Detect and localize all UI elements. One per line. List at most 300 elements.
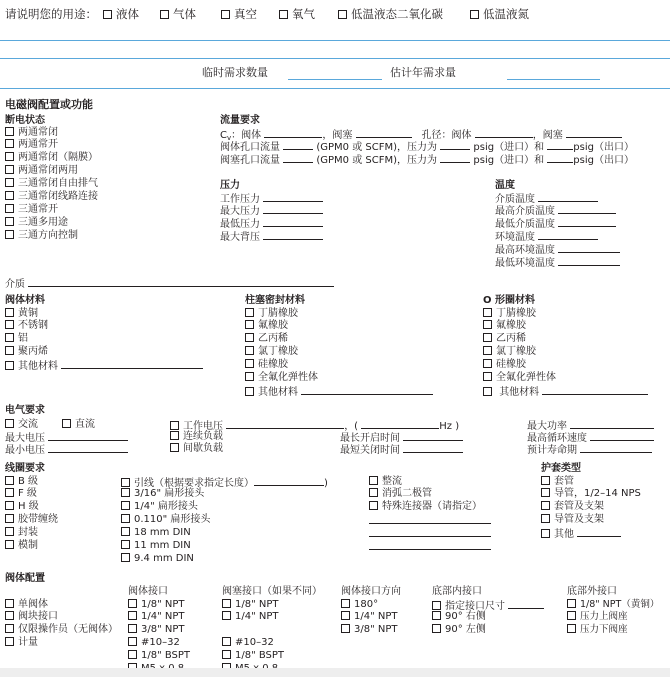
- min-media-temp-field[interactable]: [558, 217, 616, 227]
- checkbox[interactable]: [369, 488, 378, 497]
- checkbox[interactable]: [541, 514, 550, 523]
- checkbox[interactable]: [245, 320, 254, 329]
- ac-option[interactable]: [5, 419, 38, 432]
- working-voltage-option[interactable]: [170, 419, 459, 432]
- option-label: 三通常闭线路连接: [18, 190, 98, 202]
- valve-type-options: [5, 599, 118, 651]
- checkbox[interactable]: [170, 421, 179, 430]
- option-label: 1/4" NPT: [141, 611, 185, 623]
- coil-terminal-options: [121, 476, 328, 566]
- enclosure-other-field[interactable]: [577, 527, 621, 537]
- min-voltage-field[interactable]: [48, 443, 128, 453]
- checkbox[interactable]: [5, 191, 14, 200]
- checkbox[interactable]: [5, 514, 14, 523]
- option-label: 交流: [18, 418, 38, 430]
- max-pressure-field[interactable]: [263, 204, 323, 214]
- body-material-title: 阀体材料: [5, 295, 45, 306]
- option-label: 1/8" BSPT: [235, 650, 285, 662]
- enclosure-option[interactable]: [541, 488, 641, 501]
- checkbox[interactable]: [432, 611, 441, 620]
- coil-extra-option[interactable]: [369, 501, 491, 514]
- power-off-option[interactable]: [5, 152, 98, 165]
- flow-unit-label: (GPM0 或 SCFM)，压力为: [316, 142, 438, 154]
- max-power-row: [527, 419, 654, 432]
- option-label: H 级: [18, 501, 39, 513]
- option-label: 直流: [75, 418, 95, 430]
- body-material-option[interactable]: [5, 359, 203, 372]
- bottom-inner-options: [432, 599, 544, 638]
- checkbox[interactable]: [5, 165, 14, 174]
- checkbox[interactable]: [128, 637, 137, 646]
- pressure-label: 最大背压: [220, 232, 260, 244]
- option-label: 氯丁橡胶: [258, 346, 298, 358]
- temperature-item: [495, 192, 620, 205]
- coil-class-option[interactable]: [5, 476, 58, 489]
- body-material-option[interactable]: [5, 308, 203, 321]
- body-material-option[interactable]: [5, 320, 203, 333]
- checkbox[interactable]: [279, 10, 288, 19]
- coil-class-option[interactable]: [5, 514, 58, 527]
- o-ring-option[interactable]: [483, 333, 648, 346]
- enclosure-option[interactable]: [541, 514, 641, 527]
- temperature-label: 环境温度: [495, 232, 535, 244]
- checkbox[interactable]: [5, 139, 14, 148]
- checkbox[interactable]: [5, 611, 14, 620]
- option-label: 仅限操作员（无阀体）: [18, 624, 118, 636]
- checkbox[interactable]: [5, 361, 14, 370]
- power-off-option[interactable]: [5, 204, 98, 217]
- checkbox[interactable]: [5, 217, 14, 226]
- checkbox[interactable]: [483, 308, 492, 317]
- cv-symbol: [220, 130, 231, 141]
- option-label: 90° 右侧: [445, 611, 486, 623]
- inlet-label: psig（进口）和: [473, 142, 545, 154]
- power-off-option[interactable]: [5, 217, 98, 230]
- option-label: 90° 左侧: [445, 624, 486, 636]
- checkbox[interactable]: [5, 127, 14, 136]
- plug-port-options: [222, 599, 284, 676]
- checkbox[interactable]: [121, 478, 130, 487]
- valve-type-option[interactable]: [5, 599, 118, 612]
- power-off-title: 断电状态: [5, 115, 45, 126]
- checkbox[interactable]: [432, 624, 441, 633]
- pressure-fields: [220, 192, 323, 244]
- bottom-inner-option[interactable]: [432, 599, 544, 612]
- checkbox[interactable]: [541, 501, 550, 510]
- max-on-time-field[interactable]: [403, 431, 463, 441]
- max-cycle-field[interactable]: [590, 431, 654, 441]
- min-off-time-field[interactable]: [403, 443, 463, 453]
- checkbox[interactable]: [121, 501, 130, 510]
- checkbox[interactable]: [5, 178, 14, 187]
- checkbox[interactable]: [128, 599, 137, 608]
- orientation-option[interactable]: [341, 611, 398, 624]
- orifice-body-label: 孔径：阀体: [421, 129, 472, 141]
- lead-length-field[interactable]: [254, 476, 324, 486]
- checkbox[interactable]: [245, 308, 254, 317]
- min-pressure-field[interactable]: [263, 217, 323, 227]
- temperature-label: 最低介质温度: [495, 219, 555, 231]
- bottom-outer-header: 底部外接口: [567, 585, 617, 597]
- bottom-inner-option[interactable]: [432, 624, 544, 637]
- coil-terminal-option[interactable]: [121, 540, 328, 553]
- enclosure-option[interactable]: [541, 501, 641, 514]
- o-ring-option[interactable]: [483, 346, 648, 359]
- max-on-time-label: 最长开启时间: [340, 432, 400, 444]
- pressure-label: 最大压力: [220, 206, 260, 218]
- checkbox[interactable]: [5, 637, 14, 646]
- option-label: 氟橡胶: [258, 320, 288, 332]
- option-label: 其他: [554, 529, 574, 541]
- coil-terminal-option[interactable]: [121, 553, 328, 566]
- checkbox[interactable]: [170, 431, 179, 440]
- checkbox[interactable]: [5, 488, 14, 497]
- plunger-seal-option[interactable]: [245, 372, 433, 385]
- media-temp-field[interactable]: [538, 192, 598, 202]
- valve-type-option[interactable]: [5, 624, 118, 637]
- checkbox[interactable]: [483, 372, 492, 381]
- checkbox[interactable]: [121, 553, 130, 562]
- checkbox[interactable]: [369, 501, 378, 510]
- working-pressure-field[interactable]: [263, 192, 323, 202]
- checkbox[interactable]: [483, 387, 492, 396]
- bottom-outer-option[interactable]: [567, 624, 659, 637]
- checkbox[interactable]: [245, 333, 254, 342]
- checkbox[interactable]: [5, 624, 14, 633]
- option-label: 套管: [554, 475, 574, 487]
- option-label: 铝: [18, 333, 28, 345]
- checkbox[interactable]: [222, 599, 231, 608]
- valve-type-option[interactable]: [5, 611, 118, 624]
- usage-option-oxygen[interactable]: [279, 7, 315, 21]
- pressure-item: [220, 217, 323, 230]
- plug-port-option[interactable]: [222, 599, 284, 612]
- annual-quantity-field[interactable]: [507, 79, 600, 80]
- orientation-option[interactable]: [341, 624, 398, 637]
- intermittent-duty-option[interactable]: [170, 443, 223, 456]
- option-label: #10–32: [141, 637, 180, 649]
- cv-plug-label: ，阀塞: [322, 129, 353, 141]
- checkbox[interactable]: [338, 10, 347, 19]
- o-ring-option[interactable]: [483, 320, 648, 333]
- checkbox[interactable]: [5, 204, 14, 213]
- bottom-inner-option[interactable]: [432, 611, 544, 624]
- checkbox[interactable]: [245, 387, 254, 396]
- checkbox[interactable]: [121, 488, 130, 497]
- checkbox[interactable]: [483, 359, 492, 368]
- plug-port-option[interactable]: [222, 637, 284, 650]
- option-label: 乙丙稀: [496, 333, 526, 345]
- checkbox[interactable]: [5, 308, 14, 317]
- max-voltage-label: 最大电压: [5, 432, 45, 444]
- min-off-time-label: 最短关闭时间: [340, 444, 400, 456]
- checkbox[interactable]: [5, 230, 14, 239]
- option-label: 3/8" NPT: [141, 624, 185, 636]
- body-orifice-flow-field[interactable]: [283, 140, 313, 150]
- voltage-separator: ，(: [344, 420, 359, 432]
- usage-option-gas[interactable]: [160, 7, 196, 21]
- enclosure-option[interactable]: [541, 476, 641, 489]
- option-label: 硅橡胶: [496, 359, 526, 371]
- coil-class-option[interactable]: [5, 501, 58, 514]
- plunger-seal-other-field[interactable]: [301, 385, 433, 395]
- checkbox[interactable]: [5, 333, 14, 342]
- valve-config-title: 阀体配置: [5, 573, 45, 584]
- coil-class-option[interactable]: [5, 540, 58, 553]
- checkbox[interactable]: [567, 611, 576, 620]
- life-label: 预计寿命期: [527, 444, 577, 456]
- special-connector-line: [369, 540, 491, 553]
- body-port-option[interactable]: [128, 650, 190, 663]
- power-off-option[interactable]: [5, 230, 98, 243]
- max-voltage-field[interactable]: [48, 431, 128, 441]
- cv-body-field[interactable]: [264, 128, 322, 138]
- coil-title: 线圈要求: [5, 463, 45, 474]
- plunger-seal-option[interactable]: [245, 308, 433, 321]
- option-label: 乙丙稀: [258, 333, 288, 345]
- port-size-field[interactable]: [508, 599, 544, 609]
- checkbox[interactable]: [483, 320, 492, 329]
- page-bottom-band: [0, 668, 670, 677]
- checkbox[interactable]: [160, 10, 169, 19]
- bottom-outer-options: [567, 599, 659, 638]
- usage-option-liquid[interactable]: [103, 7, 139, 21]
- checkbox[interactable]: [245, 359, 254, 368]
- coil-terminal-option[interactable]: [121, 527, 328, 540]
- lead-close-paren: ): [324, 477, 328, 489]
- checkbox[interactable]: [541, 476, 550, 485]
- usage-option-cryo-n2[interactable]: [470, 7, 529, 21]
- checkbox[interactable]: [541, 529, 550, 538]
- option-label: 单阀体: [18, 598, 48, 610]
- coil-extra-option[interactable]: [369, 488, 491, 501]
- coil-terminal-option[interactable]: [121, 501, 328, 514]
- temp-quantity-field[interactable]: [288, 79, 382, 80]
- checkbox[interactable]: [5, 419, 14, 428]
- checkbox[interactable]: [222, 611, 231, 620]
- working-voltage-field[interactable]: [226, 419, 344, 429]
- max-back-pressure-field[interactable]: [263, 230, 323, 240]
- pressure-item: [220, 204, 323, 217]
- option-label: 特殊连接器（请指定）: [382, 501, 482, 513]
- special-connector-field[interactable]: [369, 540, 491, 550]
- plug-inlet-pressure-field[interactable]: [440, 153, 470, 163]
- checkbox[interactable]: [5, 527, 14, 536]
- checkbox[interactable]: [5, 476, 14, 485]
- valve-type-option[interactable]: [5, 637, 118, 650]
- temperature-item: [495, 230, 620, 243]
- checkbox[interactable]: [221, 10, 230, 19]
- option-label: 全氟化弹性体: [496, 371, 556, 383]
- ambient-temp-field[interactable]: [538, 230, 598, 240]
- option-label: F 级: [18, 488, 37, 500]
- checkbox[interactable]: [341, 624, 350, 633]
- o-ring-option[interactable]: [483, 372, 648, 385]
- checkbox[interactable]: [128, 650, 137, 659]
- checkbox[interactable]: [170, 443, 179, 452]
- checkbox[interactable]: [5, 346, 14, 355]
- coil-extra-option[interactable]: [369, 476, 491, 489]
- o-ring-other-field[interactable]: [542, 385, 648, 395]
- option-label: B 级: [18, 475, 39, 487]
- plunger-seal-option[interactable]: [245, 346, 433, 359]
- divider-line: [0, 40, 670, 41]
- checkbox[interactable]: [62, 419, 71, 428]
- orientation-options: [341, 599, 398, 638]
- checkbox[interactable]: [432, 601, 441, 610]
- checkbox[interactable]: [567, 624, 576, 633]
- checkbox[interactable]: [128, 611, 137, 620]
- power-off-options: [5, 127, 98, 243]
- plug-orifice-flow-row: [220, 153, 634, 166]
- checkbox[interactable]: [369, 476, 378, 485]
- option-label: 1/4" NPT: [235, 611, 279, 623]
- plug-orifice-flow-field[interactable]: [283, 153, 313, 163]
- max-ambient-temp-field[interactable]: [558, 243, 620, 253]
- annual-quantity-label: 估计年需求量: [390, 66, 456, 79]
- special-connector-field[interactable]: [369, 514, 491, 524]
- body-outlet-pressure-field[interactable]: [547, 140, 573, 150]
- option-label: 氯丁橡胶: [496, 346, 536, 358]
- o-ring-option[interactable]: [483, 308, 648, 321]
- coil-terminal-option[interactable]: [121, 514, 328, 527]
- checkbox[interactable]: [5, 320, 14, 329]
- coil-terminal-option[interactable]: [121, 488, 328, 501]
- coil-lead-option[interactable]: [121, 476, 328, 489]
- usage-option-cryo-co2[interactable]: [338, 7, 443, 21]
- checkbox[interactable]: [341, 599, 350, 608]
- medium-field[interactable]: [28, 277, 334, 287]
- body-port-option[interactable]: [128, 611, 190, 624]
- medium-row: [5, 277, 334, 290]
- checkbox[interactable]: [103, 10, 112, 19]
- special-connector-field[interactable]: [369, 527, 491, 537]
- option-label: 其他材料: [499, 386, 540, 398]
- option-label: 三通方向控制: [18, 229, 78, 241]
- plug-port-option[interactable]: [222, 650, 284, 663]
- power-off-option[interactable]: [5, 139, 98, 152]
- option-label: 9.4 mm DIN: [134, 552, 194, 564]
- checkbox[interactable]: [5, 501, 14, 510]
- option-label: 1/8" NPT: [141, 598, 185, 610]
- body-material-option[interactable]: [5, 333, 203, 346]
- life-field[interactable]: [580, 443, 652, 453]
- option-label: 间歇负载: [183, 442, 223, 454]
- dc-option[interactable]: [62, 419, 95, 432]
- power-off-option[interactable]: [5, 127, 98, 140]
- option-label: 硅橡胶: [258, 359, 288, 371]
- coil-class-option[interactable]: [5, 527, 58, 540]
- option-label: 模制: [18, 539, 38, 551]
- max-power-field[interactable]: [570, 419, 654, 429]
- usage-option-vacuum[interactable]: [221, 7, 257, 21]
- body-port-option[interactable]: [128, 637, 190, 650]
- checkbox[interactable]: [128, 624, 137, 633]
- checkbox[interactable]: [567, 599, 576, 608]
- electrical-title: 电气要求: [5, 405, 45, 416]
- checkbox[interactable]: [222, 650, 231, 659]
- plunger-seal-option[interactable]: [245, 320, 433, 333]
- min-voltage-row: [5, 443, 128, 456]
- option-label: 11 mm DIN: [134, 539, 191, 551]
- continuous-duty-option[interactable]: [170, 431, 223, 444]
- option-label: 液体: [116, 7, 139, 21]
- coil-class-option[interactable]: [5, 488, 58, 501]
- body-port-option[interactable]: [128, 624, 190, 637]
- checkbox[interactable]: [245, 346, 254, 355]
- plug-outlet-pressure-field[interactable]: [547, 153, 573, 163]
- power-off-option[interactable]: [5, 165, 98, 178]
- o-ring-option[interactable]: [483, 385, 648, 398]
- min-off-time-row: [340, 443, 463, 456]
- plunger-seal-option[interactable]: [245, 385, 433, 398]
- orifice-plug-field[interactable]: [566, 128, 622, 138]
- bottom-outer-option[interactable]: [567, 599, 659, 612]
- plunger-seal-option[interactable]: [245, 333, 433, 346]
- option-label: 工作电压: [183, 420, 223, 432]
- option-label: 18 mm DIN: [134, 527, 191, 539]
- cv-plug-field[interactable]: [356, 128, 412, 138]
- max-cycle-row: [527, 431, 654, 444]
- checkbox[interactable]: [5, 599, 14, 608]
- plug-port-spacer: [222, 624, 284, 637]
- checkbox[interactable]: [341, 611, 350, 620]
- max-media-temp-field[interactable]: [558, 204, 616, 214]
- checkbox[interactable]: [121, 514, 130, 523]
- option-label: 3/8" NPT: [354, 624, 398, 636]
- bottom-outer-option[interactable]: [567, 611, 659, 624]
- option-label: 计量: [18, 637, 38, 649]
- checkbox[interactable]: [483, 333, 492, 342]
- outlet-label: psig（出口）: [573, 155, 634, 167]
- checkbox[interactable]: [483, 346, 492, 355]
- body-port-option[interactable]: [128, 599, 190, 612]
- cv-row: [220, 128, 622, 141]
- temperature-label: 介质温度: [495, 193, 535, 205]
- enclosure-option[interactable]: [541, 527, 641, 540]
- max-cycle-label: 最高循环速度: [527, 432, 587, 444]
- body-material-other-field[interactable]: [61, 359, 203, 369]
- inlet-label: psig（进口）和: [473, 155, 545, 167]
- checkbox[interactable]: [222, 637, 231, 646]
- checkbox[interactable]: [245, 372, 254, 381]
- orientation-option[interactable]: [341, 599, 398, 612]
- flow-unit-label: (GPM0 或 SCFM)，压力为: [316, 155, 438, 167]
- body-inlet-pressure-field[interactable]: [440, 140, 470, 150]
- option-label: 氟橡胶: [496, 320, 526, 332]
- power-off-option[interactable]: [5, 191, 98, 204]
- checkbox[interactable]: [541, 488, 550, 497]
- power-off-option[interactable]: [5, 178, 98, 191]
- cv-symbol-letter: C: [220, 129, 227, 141]
- checkbox[interactable]: [470, 10, 479, 19]
- plunger-seal-option[interactable]: [245, 359, 433, 372]
- plug-ports-header: 阀塞接口（如果不同）: [222, 585, 322, 597]
- min-ambient-temp-field[interactable]: [558, 256, 620, 266]
- checkbox[interactable]: [5, 540, 14, 549]
- o-ring-option[interactable]: [483, 359, 648, 372]
- checkbox[interactable]: [121, 540, 130, 549]
- pressure-title: 压力: [220, 180, 240, 191]
- orifice-body-field[interactable]: [475, 128, 533, 138]
- plug-port-option[interactable]: [222, 611, 284, 624]
- frequency-field[interactable]: [361, 419, 439, 429]
- checkbox[interactable]: [121, 527, 130, 536]
- usage-prompt: 请说明您的用途：: [5, 7, 97, 21]
- option-label: 全氟化弹性体: [258, 371, 318, 383]
- checkbox[interactable]: [5, 152, 14, 161]
- body-material-option[interactable]: [5, 346, 203, 359]
